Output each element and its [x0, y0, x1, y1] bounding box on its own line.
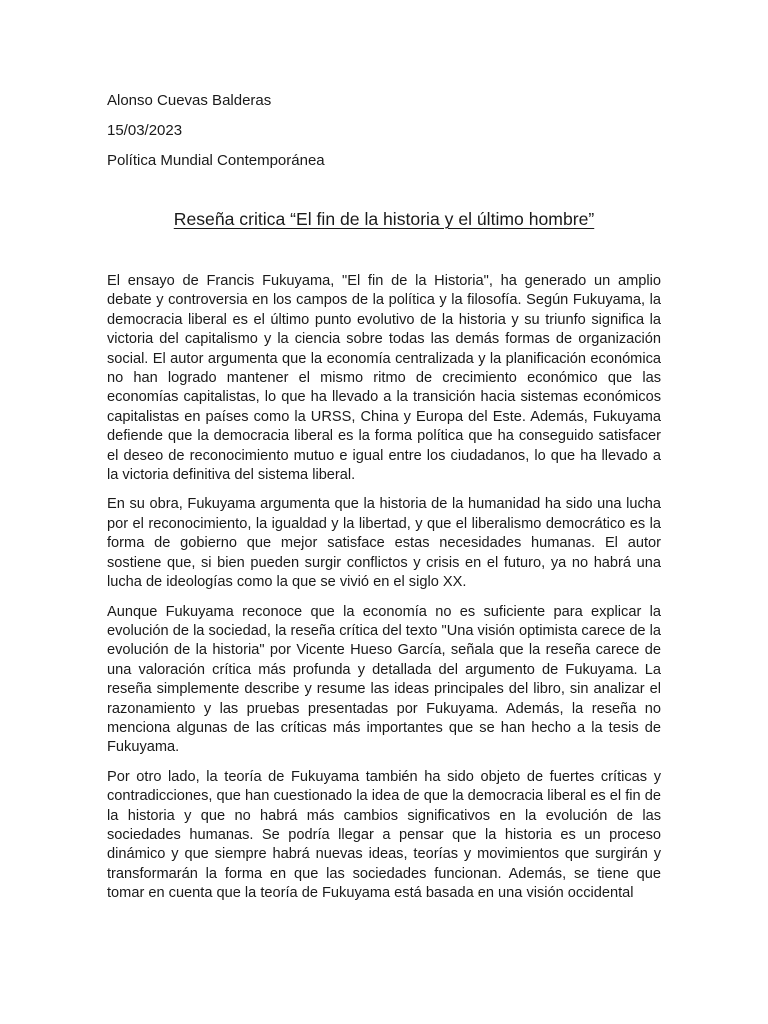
paragraph-3: Aunque Fukuyama reconoce que la economía no es suficiente para explicar la evolución de la sociedad, la reseña crítica del texto "Una visión optimista carece de la evolución de la historia" por Vicente Hueso García, señala que la reseña carece de una valoración crítica más profunda y detallada del argumento de Fukuyama. La reseña simplemente describe y resume las ideas principales del libro, sin analizar el razonamiento y las pruebas presentadas por Fukuyama. Además, la reseña no menciona algunas de las críticas más importantes que se han hecho a la tesis de Fukuyama.: [107, 603, 661, 756]
paragraph-1: El ensayo de Francis Fukuyama, "El fin de la Historia", ha generado un amplio debate y controversia en los campos de la política y la filosofía. Según Fukuyama, la democracia liberal es el último punto evolutivo de la historia y su triunfo significa la victoria del capitalismo y la ciencia sobre todas las demás formas de organización social. El autor argumenta que la economía centralizada y la planificación económica no han logrado mantener el mismo ritmo de crecimiento económico que las economías capitalistas, lo que ha llevado a la transición hacia sistemas económicos capitalistas en países como la URSS, China y Europa del Este. Además, Fukuyama defiende que la democracia liberal es la forma política que ha conseguido satisfacer el deseo de reconocimiento mutuo e igual entre los ciudadanos, lo que ha llevado a la victoria definitiva del sistema liberal.: [107, 273, 661, 484]
document-header: [107, 91, 667, 181]
document-title: [0, 208, 768, 230]
document-title-text: Reseña critica “El fin de la historia y el último hombre”: [173, 209, 595, 229]
document-body: [107, 272, 661, 914]
course-name: Política Mundial Contemporánea: [107, 152, 325, 169]
paragraph-2: En su obra, Fukuyama argumenta que la historia de la humanidad ha sido una lucha por el reconocimiento, la igualdad y la libertad, y que el liberalismo democrático es la forma de gobierno que mejor satisface estas necesidades humanas. El autor sostiene que, si bien pueden surgir conflictos y crisis en el futuro, ya no habrá una lucha de ideologías como la que se vivió en el siglo XX.: [107, 496, 661, 591]
paragraph-4: Por otro lado, la teoría de Fukuyama también ha sido objeto de fuertes críticas y contradicciones, que han cuestionado la idea de que la democracia liberal es el fin de la historia y que no habrá más cambios significativos en la evolución de las sociedades humanas. Se podría llegar a pensar que la historia es un proceso dinámico y que siempre habrá nuevas ideas, teorías y movimientos que surgirán y transformarán la forma en que las sociedades funcionan. Además, se tiene que tomar en cuenta que la teoría de Fukuyama está basada en una visión occidental: [107, 768, 661, 902]
author-name: Alonso Cuevas Balderas: [107, 92, 272, 109]
document-date: 15/03/2023: [107, 122, 183, 139]
